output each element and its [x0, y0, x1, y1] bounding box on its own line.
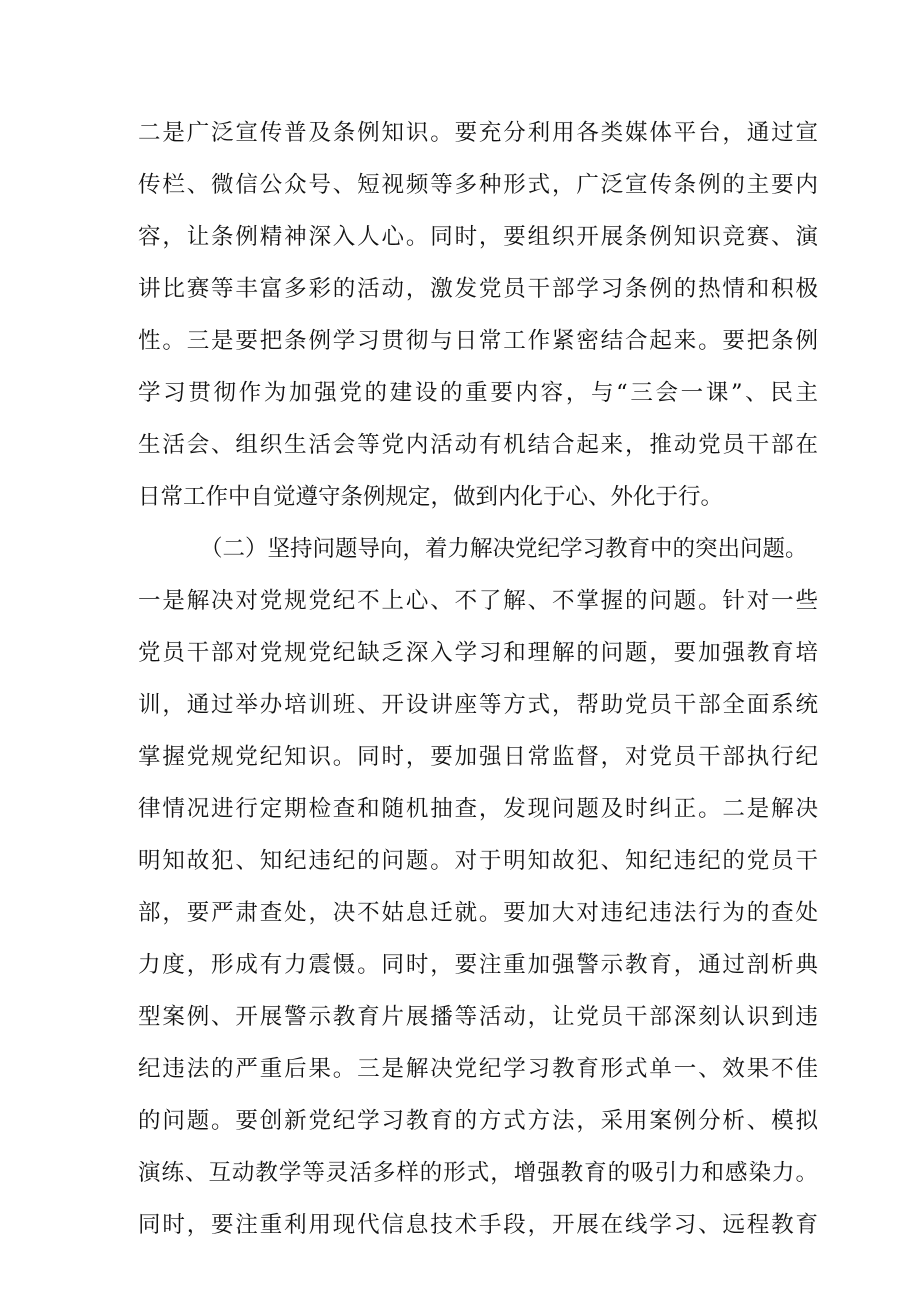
- text-line: 日常工作中自觉遵守条例规定，做到内化于心、外化于行。: [138, 484, 724, 510]
- text-line: 二是广泛宣传普及条例知识。要充分利用各类媒体平台，通过宣: [138, 120, 818, 146]
- text-line: 掌握党规党纪知识。同时，要加强日常监督，对党员干部执行纪: [138, 744, 818, 770]
- body-text: [138, 107, 818, 1251]
- text-line: 律情况进行定期检查和随机抽查，发现问题及时纠正。二是解决: [138, 796, 818, 822]
- text-line: 纪违法的严重后果。三是解决党纪学习教育形式单一、效果不佳: [138, 1056, 818, 1082]
- text-line: 力度，形成有力震慑。同时，要注重加强警示教育，通过剖析典: [138, 952, 818, 978]
- text-line: 学习贯彻作为加强党的建设的重要内容，与“三会一课”、民主: [138, 380, 818, 406]
- text-line: 演练、互动教学等灵活多样的形式，增强教育的吸引力和感染力。: [138, 1160, 818, 1186]
- text-line: 训，通过举办培训班、开设讲座等方式，帮助党员干部全面系统: [138, 692, 818, 718]
- text-line: 性。三是要把条例学习贯彻与日常工作紧密结合起来。要把条例: [138, 328, 818, 354]
- text-line: 讲比赛等丰富多彩的活动，激发党员干部学习条例的热情和积极: [138, 276, 818, 302]
- text-line: 容，让条例精神深入人心。同时，要组织开展条例知识竞赛、演: [138, 224, 818, 250]
- text-line: 一是解决对党规党纪不上心、不了解、不掌握的问题。针对一些: [138, 588, 818, 614]
- text-line: 传栏、微信公众号、短视频等多种形式，广泛宣传条例的主要内: [138, 172, 818, 198]
- text-line: 生活会、组织生活会等党内活动有机结合起来，推动党员干部在: [138, 432, 818, 458]
- text-line: 的问题。要创新党纪学习教育的方式方法，采用案例分析、模拟: [138, 1108, 818, 1134]
- text-line: 同时，要注重利用现代信息技术手段，开展在线学习、远程教育: [138, 1212, 818, 1238]
- text-line: 部，要严肃查处，决不姑息迁就。要加大对违纪违法行为的查处: [138, 900, 818, 926]
- text-line: 党员干部对党规党纪缺乏深入学习和理解的问题，要加强教育培: [138, 640, 818, 666]
- text-line: 型案例、开展警示教育片展播等活动，让党员干部深刻认识到违: [138, 1004, 818, 1030]
- section-heading: （二）坚持问题导向，着力解决党纪学习教育中的突出问题。: [200, 536, 808, 562]
- text-line: 明知故犯、知纪违纪的问题。对于明知故犯、知纪违纪的党员干: [138, 848, 818, 874]
